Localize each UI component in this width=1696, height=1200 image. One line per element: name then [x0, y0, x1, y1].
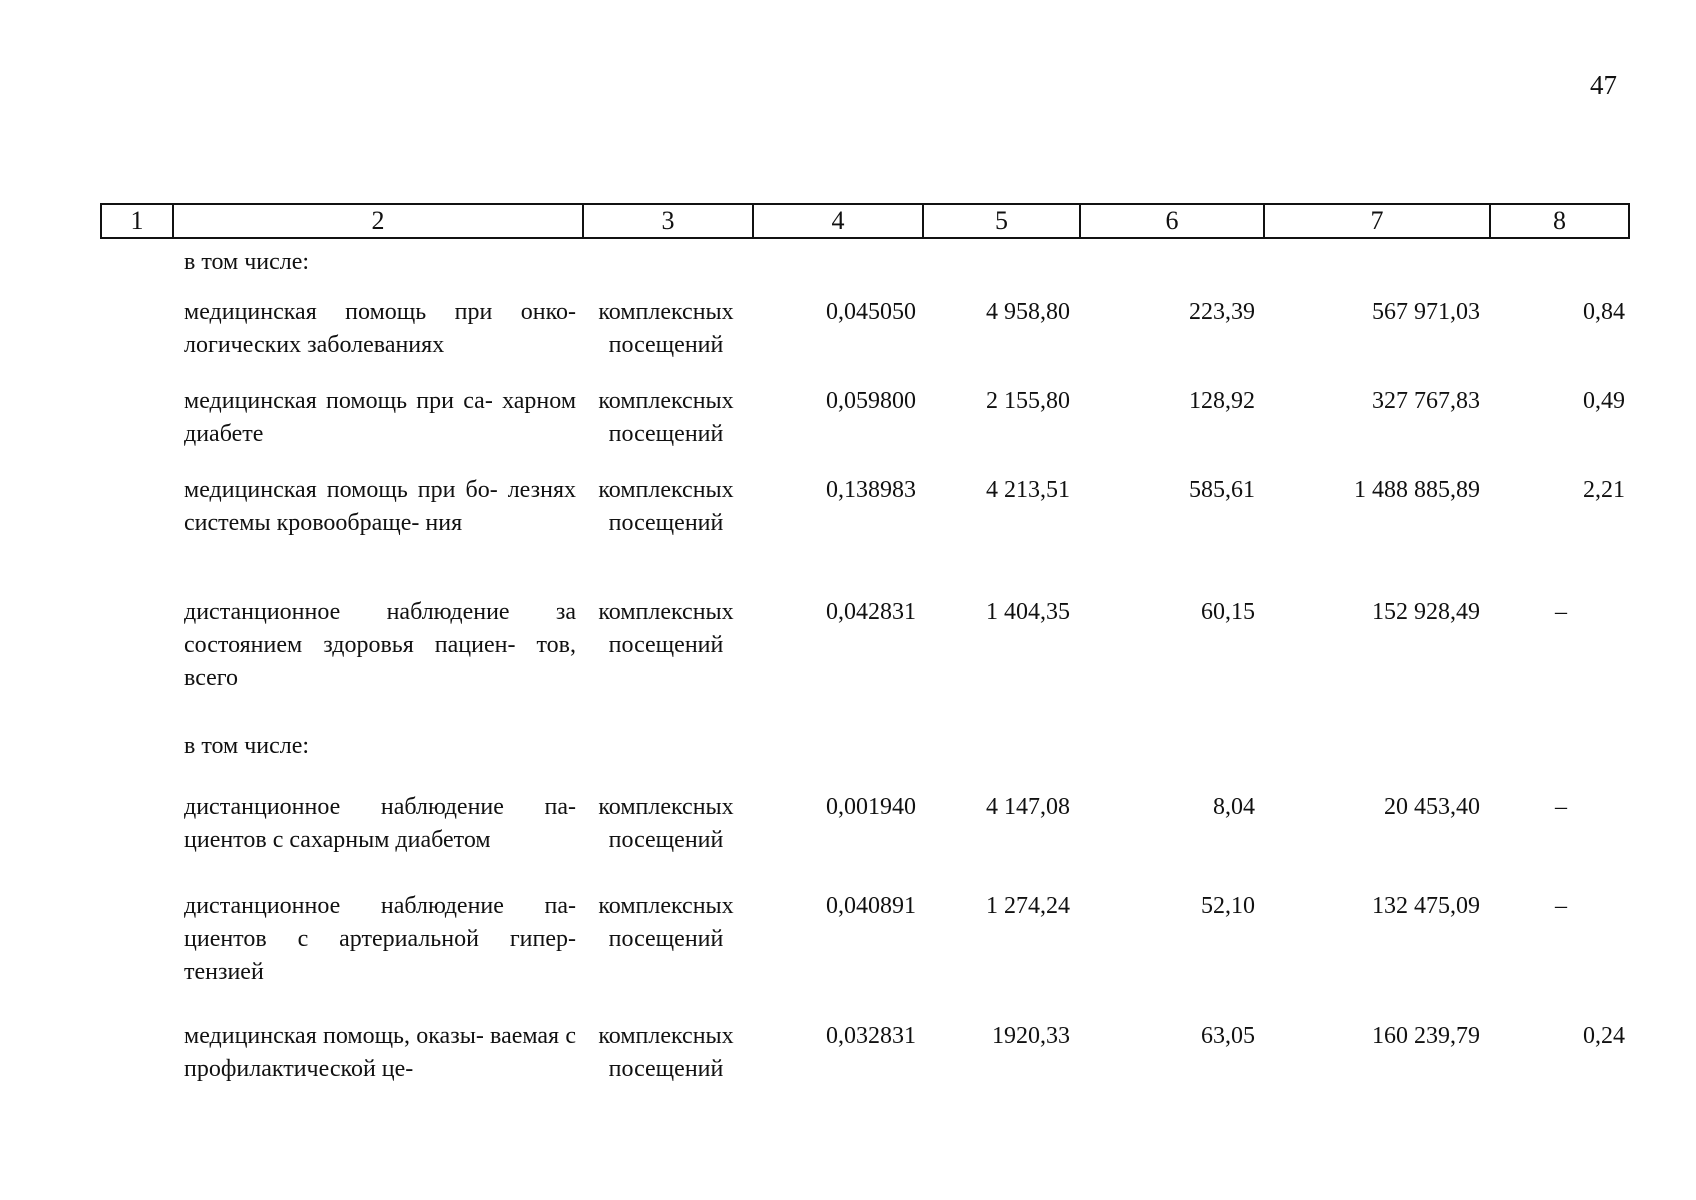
row-value-5: 4 147,08 [986, 794, 1070, 820]
row-value-4: 0,059800 [826, 388, 916, 414]
row-value-7: 152 928,49 [1372, 599, 1480, 625]
row-unit: комплексных посещений [598, 794, 734, 853]
row-value-5: 4 213,51 [986, 477, 1070, 503]
row-value-5: 1 404,35 [986, 599, 1070, 625]
row-value-8: – [1555, 893, 1567, 919]
row-value-6: 8,04 [1213, 794, 1255, 820]
subheading: в том числе: [184, 733, 310, 759]
row-value-6: 52,10 [1201, 893, 1255, 919]
row-value-5: 2 155,80 [986, 388, 1070, 414]
row-value-4: 0,001940 [826, 794, 916, 820]
row-value-4: 0,040891 [826, 893, 916, 919]
row-value-7: 132 475,09 [1372, 893, 1480, 919]
row-value-6: 63,05 [1201, 1023, 1255, 1049]
row-name: дистанционное наблюдение па- циентов с сахарным диабетом [184, 794, 576, 853]
column-header-5: 5 [924, 205, 1081, 237]
row-name: дистанционное наблюдение за состоянием здоровья пациен- тов, всего [184, 599, 576, 691]
row-value-6: 60,15 [1201, 599, 1255, 625]
row-unit: комплексных посещений [598, 1023, 734, 1082]
row-unit: комплексных посещений [598, 893, 734, 952]
subheading: в том числе: [184, 249, 310, 275]
row-unit: комплексных посещений [598, 477, 734, 536]
row-unit: комплексных посещений [598, 599, 734, 658]
column-header-2: 2 [174, 205, 584, 237]
row-name: медицинская помощь при онко- логических заболеваниях [184, 299, 576, 358]
row-name: медицинская помощь, оказы- ваемая с профилактической це- [184, 1023, 576, 1082]
row-value-4: 0,138983 [826, 477, 916, 503]
row-value-8: 2,21 [1583, 477, 1625, 503]
row-unit: комплексных посещений [598, 388, 734, 447]
row-name: дистанционное наблюдение па- циентов с артериальной гипер- тензией [184, 893, 576, 985]
row-value-7: 567 971,03 [1372, 299, 1480, 325]
row-value-8: 0,24 [1583, 1023, 1625, 1049]
row-value-4: 0,045050 [826, 299, 916, 325]
row-name: медицинская помощь при са- харном диабете [184, 388, 576, 447]
row-value-6: 223,39 [1189, 299, 1255, 325]
column-header-4: 4 [754, 205, 924, 237]
row-value-6: 128,92 [1189, 388, 1255, 414]
row-value-5: 1920,33 [992, 1023, 1070, 1049]
row-value-5: 1 274,24 [986, 893, 1070, 919]
column-header-8: 8 [1553, 206, 1566, 235]
page-number: 47 [1590, 70, 1617, 100]
row-value-4: 0,042831 [826, 599, 916, 625]
row-value-4: 0,032831 [826, 1023, 916, 1049]
column-header-3: 3 [584, 205, 754, 237]
row-unit: комплексных посещений [598, 299, 734, 358]
row-value-8: 0,49 [1583, 388, 1625, 414]
row-value-8: 0,84 [1583, 299, 1625, 325]
row-name: медицинская помощь при бо- лезнях системы кровообраще- ния [184, 477, 576, 536]
column-header-1: 1 [102, 205, 174, 237]
row-value-5: 4 958,80 [986, 299, 1070, 325]
row-value-8: – [1555, 794, 1567, 820]
row-value-8: – [1555, 599, 1567, 625]
row-value-6: 585,61 [1189, 477, 1255, 503]
row-value-7: 1 488 885,89 [1354, 477, 1480, 503]
row-value-7: 160 239,79 [1372, 1023, 1480, 1049]
column-header-6: 6 [1081, 205, 1265, 237]
column-header-7: 7 [1265, 205, 1491, 237]
row-value-7: 20 453,40 [1384, 794, 1480, 820]
row-value-7: 327 767,83 [1372, 388, 1480, 414]
